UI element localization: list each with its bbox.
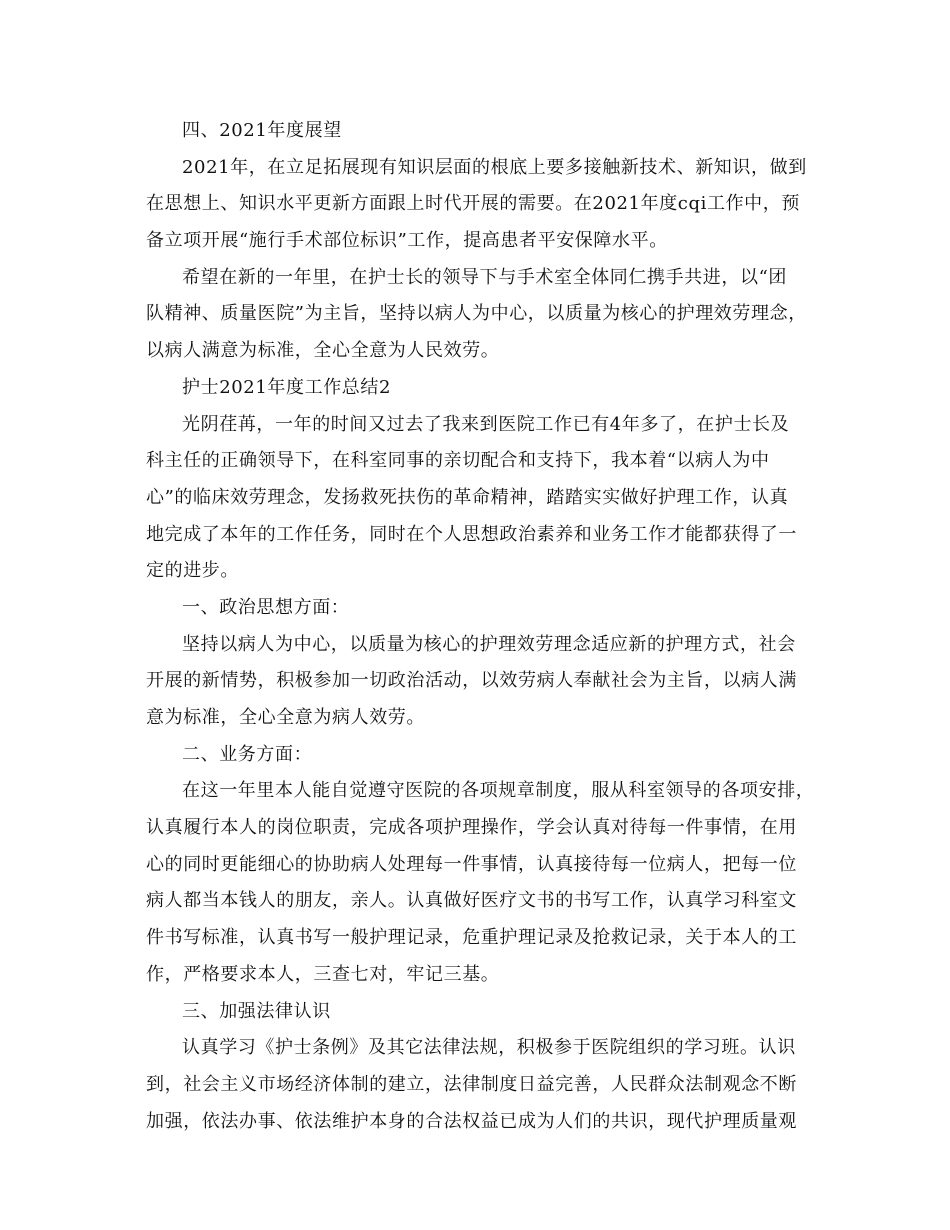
paragraph-line: 光阴荏苒，一年的时间又过去了我来到医院工作已有4年多了，在护士长及 [182, 413, 790, 435]
paragraph-line: 件书写标准，认真书写一般护理记录，危重护理记录及抢救记录，关于本人的工 [146, 927, 797, 949]
paragraph-line: 心”的临床效劳理念，发扬救死扶伤的革命精神，踏踏实实做好护理工作，认真 [146, 486, 789, 508]
section-title-summary-2: 护士2021年度工作总结2 [182, 376, 392, 398]
section-heading-political: 一、政治思想方面： [182, 596, 350, 618]
section-heading-business: 二、业务方面： [182, 743, 313, 765]
paragraph-line: 开展的新情势，积极参加一切政治活动，以效劳病人奉献社会为主旨，以病人满 [146, 670, 797, 692]
paragraph-line: 病人都当本钱人的朋友，亲人。认真做好医疗文书的书写工作，认真学习科室文 [146, 890, 797, 912]
document-body [146, 113, 815, 1140]
section-heading-law: 三、加强法律认识 [182, 1000, 331, 1022]
paragraph-line: 在思想上、知识水平更新方面跟上时代开展的需要。在2021年度cqi工作中，预 [146, 193, 800, 215]
paragraph-line: 队精神、质量医院”为主旨，坚持以病人为中心，以质量为核心的护理效劳理念， [146, 303, 807, 325]
paragraph-line: 认真学习《护士条例》及其它法律法规，积极参于医院组织的学习班。认识 [182, 1037, 796, 1059]
paragraph-line: 备立项开展“施行手术部位标识”工作，提高患者平安保障水平。 [146, 230, 668, 252]
paragraph-line: 意为标准，全心全意为病人效劳。 [146, 707, 425, 728]
paragraph-line: 到，社会主义市场经济体制的建立，法律制度日益完善，人民群众法制观念不断 [146, 1073, 797, 1095]
paragraph-line: 2021年，在立足拓展现有知识层面的根底上要多接触新技术、新知识，做到 [182, 156, 807, 178]
paragraph-line: 定的进步。 [146, 560, 239, 582]
paragraph-line: 希望在新的一年里，在护士长的领导下与手术室全体同仁携手共进，以“团 [182, 266, 787, 288]
paragraph-line: 坚持以病人为中心，以质量为核心的护理效劳理念适应新的护理方式，社会 [182, 633, 796, 655]
paragraph-line: 认真履行本人的岗位职责，完成各项护理操作，学会认真对待每一件事情，在用 [146, 817, 797, 839]
paragraph-line: 作，严格要求本人，三查七对，牢记三基。 [146, 963, 500, 985]
paragraph-line: 在这一年里本人能自觉遵守医院的各项规章制度，服从科室领导的各项安排， [182, 780, 815, 802]
paragraph-line: 心的同时更能细心的协助病人处理每一件事情，认真接待每一位病人，把每一位 [146, 853, 797, 875]
paragraph-line: 以病人满意为标准，全心全意为人民效劳。 [146, 340, 500, 362]
paragraph-line: 地完成了本年的工作任务，同时在个人思想政治素养和业务工作才能都获得了一 [146, 523, 797, 545]
section-heading-outlook: 四、2021年度展望 [182, 120, 342, 141]
paragraph-line: 科主任的正确领导下，在科室同事的亲切配合和支持下，我本着“以病人为中 [146, 450, 770, 472]
paragraph-line: 加强，依法办事、依法维护本身的合法权益已成为人们的共识，现代护理质量观 [146, 1110, 797, 1132]
